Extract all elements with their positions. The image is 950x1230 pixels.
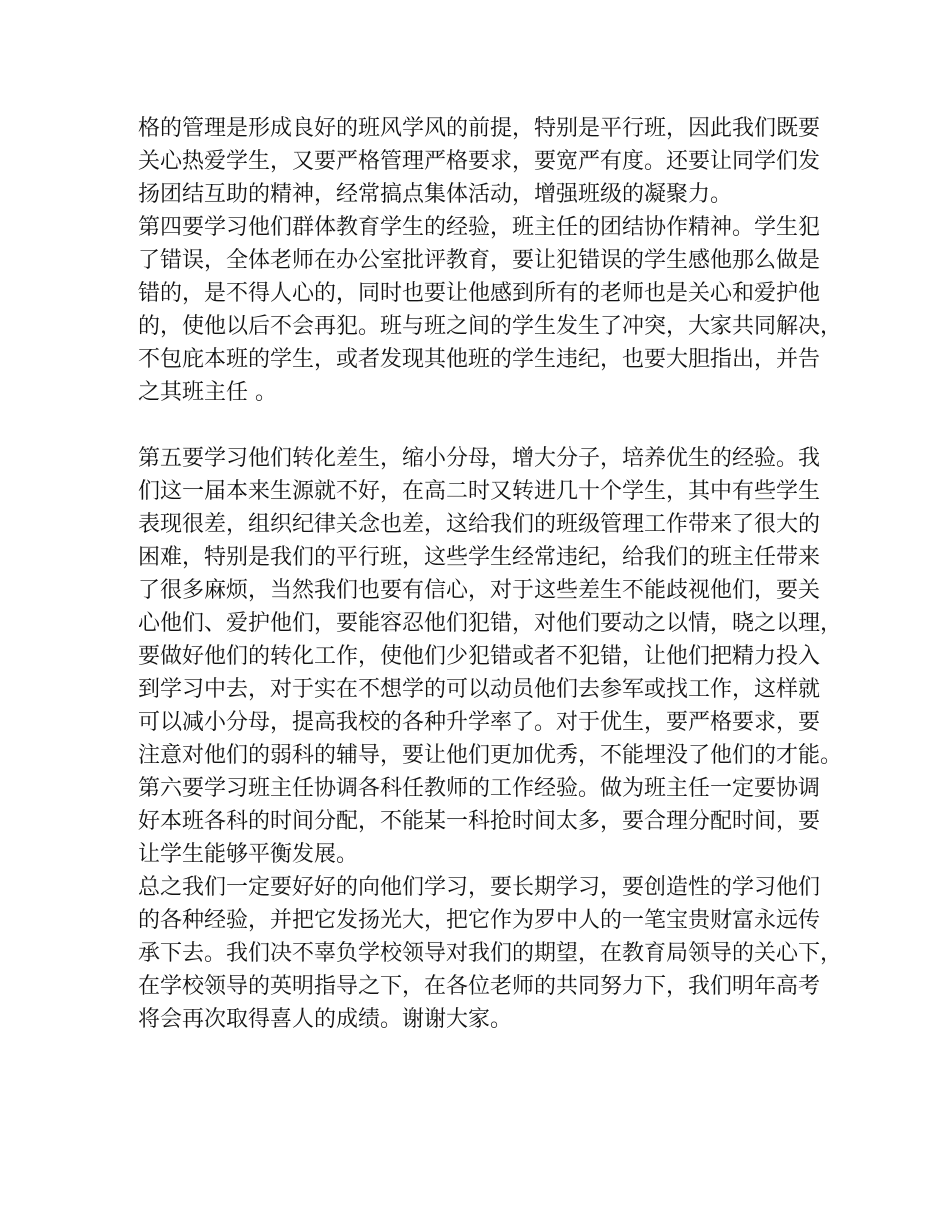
text-line: 扬团结互助的精神，经常搞点集体活动，增强班级的凝聚力。 [138,182,733,207]
text-line: 第六要学习班主任协调各科任教师的工作经验。做为班主任一定要协调 [138,776,821,801]
text-line: 在学校领导的英明指导之下，在各位老师的共同努力下，我们明年高考 [138,974,821,999]
text-line: 困难，特别是我们的平行班，这些学生经常违纪，给我们的班主任带来 [138,545,821,570]
paragraph-3 [138,442,843,772]
text-line: 第五要学习他们转化差生，缩小分母，增大分子，培养优生的经验。我 [138,446,821,471]
text-line: 了错误，全体老师在办公室批评教育，要让犯错误的学生感他那么做是 [138,248,821,273]
text-line: 之其班主任 。 [138,380,277,405]
text-line: 们这一届本来生源就不好，在高二时又转进几十个学生，其中有些学生 [138,479,821,504]
text-line: 将会再次取得喜人的成绩。谢谢大家。 [138,1007,513,1032]
paragraph-1 [138,112,828,211]
text-line: 第四要学习他们群体教育学生的经验，班主任的团结协作精神。学生犯 [138,215,821,240]
document-body [138,112,843,1036]
paragraph-4 [138,772,828,871]
text-line: 总之我们一定要好好的向他们学习，要长期学习，要创造性的学习他们 [138,875,821,900]
paragraph-2 [138,211,843,442]
text-line: 的各种经验，并把它发扬光大，把它作为罗中人的一笔宝贵财富永远传 [138,908,821,933]
text-line: 格的管理是形成良好的班风学风的前提，特别是平行班，因此我们既要 [138,116,821,141]
text-line: 注意对他们的弱科的辅导，要让他们更加优秀，不能埋没了他们的才能。 [138,743,843,768]
text-line: 要做好他们的转化工作，使他们少犯错或者不犯错，让他们把精力投入 [138,644,821,669]
text-line: 好本班各科的时间分配，不能某一科抢时间太多，要合理分配时间，要 [138,809,821,834]
text-line: 让学生能够平衡发展。 [138,842,359,867]
text-line: 关心热爱学生，又要严格管理严格要求，要宽严有度。还要让同学们发 [138,149,821,174]
paragraph-5 [138,871,843,1036]
text-line: 的，使他以后不会再犯。班与班之间的学生发生了冲突，大家共同解决， [138,314,843,339]
text-line: 心他们、爱护他们，要能容忍他们犯错，对他们要动之以情，晓之以理， [138,611,843,636]
text-line [138,409,828,442]
text-line: 可以减小分母，提高我校的各种升学率了。对于优生，要严格要求，要 [138,710,821,735]
text-line: 承下去。我们决不辜负学校领导对我们的期望，在教育局领导的关心下， [138,941,843,966]
text-line: 到学习中去，对于实在不想学的可以动员他们去参军或找工作，这样就 [138,677,821,702]
text-line: 了很多麻烦，当然我们也要有信心，对于这些差生不能歧视他们，要关 [138,578,821,603]
text-line: 不包庇本班的学生，或者发现其他班的学生违纪，也要大胆指出，并告 [138,347,821,372]
text-line: 错的，是不得人心的，同时也要让他感到所有的老师也是关心和爱护他 [138,281,821,306]
text-line: 表现很差，组织纪律关念也差，这给我们的班级管理工作带来了很大的 [138,512,821,537]
